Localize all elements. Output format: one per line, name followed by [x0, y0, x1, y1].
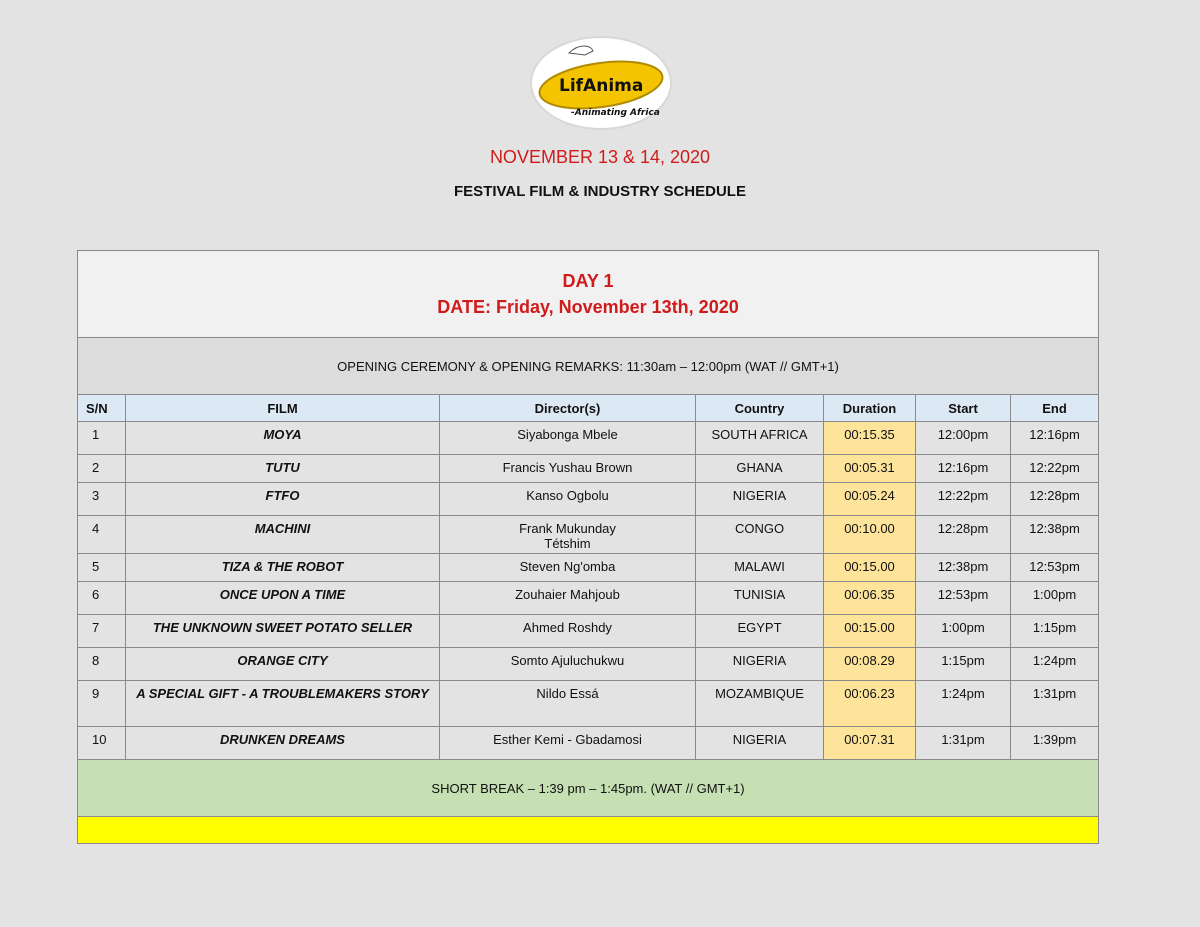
cell-start: 12:38pm: [916, 554, 1011, 582]
cell-sn: 1: [78, 422, 126, 455]
cell-director: Francis Yushau Brown: [440, 455, 696, 483]
cell-end: 1:31pm: [1011, 681, 1099, 727]
table-row: [78, 516, 1099, 554]
table-row: [78, 648, 1099, 681]
cell-director: Siyabonga Mbele: [440, 422, 696, 455]
cell-country: SOUTH AFRICA: [696, 422, 824, 455]
cell-director: [440, 516, 696, 554]
cell-sn: 8: [78, 648, 126, 681]
cell-sn: 7: [78, 615, 126, 648]
cell-start: 12:53pm: [916, 582, 1011, 615]
opening-ceremony-text: OPENING CEREMONY & OPENING REMARKS: 11:30am – 12:00pm (WAT // GMT+1): [337, 358, 839, 374]
cell-start: 1:00pm: [916, 615, 1011, 648]
cell-director: Esther Kemi - Gbadamosi: [440, 727, 696, 760]
cell-start: 12:00pm: [916, 422, 1011, 455]
table-row: [78, 582, 1099, 615]
cell-duration: 00:15.00: [824, 554, 916, 582]
table-row: [78, 455, 1099, 483]
short-break-row: [78, 760, 1099, 817]
day-date: DATE: Friday, November 13th, 2020: [437, 297, 739, 317]
cell-film: TUTU: [126, 455, 440, 483]
cell-end: 1:00pm: [1011, 582, 1099, 615]
cell-duration: 00:05.24: [824, 483, 916, 516]
day-label: DAY 1: [562, 271, 614, 291]
table-row: [78, 422, 1099, 455]
cell-end: 12:16pm: [1011, 422, 1099, 455]
cell-duration: 00:15.35: [824, 422, 916, 455]
cell-start: 12:22pm: [916, 483, 1011, 516]
cell-director: Steven Ng'omba: [440, 554, 696, 582]
cell-start: 1:15pm: [916, 648, 1011, 681]
cell-country: CONGO: [696, 516, 824, 554]
cell-end: 12:28pm: [1011, 483, 1099, 516]
cell-start: 1:31pm: [916, 727, 1011, 760]
table-row: [78, 615, 1099, 648]
column-header-director: Director(s): [440, 395, 696, 422]
cell-duration: 00:10.00: [824, 516, 916, 554]
cell-film: TIZA & THE ROBOT: [126, 554, 440, 582]
table-row: [78, 681, 1099, 727]
cell-duration: 00:06.23: [824, 681, 916, 727]
cell-film: ONCE UPON A TIME: [126, 582, 440, 615]
cell-film: FTFO: [126, 483, 440, 516]
lifanima-logo-graphic: [529, 33, 673, 131]
cell-film: MOYA: [126, 422, 440, 455]
cell-end: 1:39pm: [1011, 727, 1099, 760]
cell-sn: 10: [78, 727, 126, 760]
cell-sn: 9: [78, 681, 126, 727]
cell-director: Zouhaier Mahjoub: [440, 582, 696, 615]
logo-tagline: -Animating Africa: [571, 108, 660, 118]
cell-director: Somto Ajuluchukwu: [440, 648, 696, 681]
column-header-country: Country: [696, 395, 824, 422]
director-line-1: Frank Mukunday: [519, 521, 616, 536]
cell-film: THE UNKNOWN SWEET POTATO SELLER: [126, 615, 440, 648]
table-header-row: [78, 395, 1099, 422]
cell-end: 12:38pm: [1011, 516, 1099, 554]
column-header-end: End: [1011, 395, 1099, 422]
festival-dates: NOVEMBER 13 & 14, 2020: [489, 147, 711, 167]
table-row: [78, 554, 1099, 582]
schedule-table: [77, 250, 1099, 844]
short-break-text: SHORT BREAK – 1:39 pm – 1:45pm. (WAT // GMT+1): [431, 780, 745, 796]
cell-country: EGYPT: [696, 615, 824, 648]
column-header-sn: S/N: [78, 395, 126, 422]
logo-brand-text: LifAnima: [559, 76, 644, 96]
cell-country: NIGERIA: [696, 648, 824, 681]
day-header: [78, 251, 1099, 338]
director-line-2: Tétshim: [544, 536, 591, 551]
cell-country: MOZAMBIQUE: [696, 681, 824, 727]
cell-sn: 3: [78, 483, 126, 516]
cell-country: MALAWI: [696, 554, 824, 582]
cell-film: A SPECIAL GIFT - A TROUBLEMAKERS STORY: [126, 681, 440, 727]
cell-end: 12:53pm: [1011, 554, 1099, 582]
opening-ceremony-row: [78, 338, 1099, 395]
cell-duration: 00:08.29: [824, 648, 916, 681]
cell-film: ORANGE CITY: [126, 648, 440, 681]
cell-director: Kanso Ogbolu: [440, 483, 696, 516]
cell-director: Nildo Essá: [440, 681, 696, 727]
cell-film: DRUNKEN DREAMS: [126, 727, 440, 760]
cell-duration: 00:05.31: [824, 455, 916, 483]
cell-duration: 00:15.00: [824, 615, 916, 648]
cell-end: 1:15pm: [1011, 615, 1099, 648]
cell-country: TUNISIA: [696, 582, 824, 615]
column-header-duration: Duration: [824, 395, 916, 422]
cell-end: 12:22pm: [1011, 455, 1099, 483]
cell-start: 12:16pm: [916, 455, 1011, 483]
cell-film: MACHINI: [126, 516, 440, 554]
cell-country: GHANA: [696, 455, 824, 483]
cell-duration: 00:07.31: [824, 727, 916, 760]
cell-country: NIGERIA: [696, 483, 824, 516]
cell-sn: 2: [78, 455, 126, 483]
table-row: [78, 727, 1099, 760]
cell-start: 1:24pm: [916, 681, 1011, 727]
highlight-empty-row: [78, 817, 1099, 844]
column-header-film: FILM: [126, 395, 440, 422]
cell-start: 12:28pm: [916, 516, 1011, 554]
table-row: [78, 483, 1099, 516]
cell-director: Ahmed Roshdy: [440, 615, 696, 648]
festival-logo: [529, 33, 673, 131]
cell-end: 1:24pm: [1011, 648, 1099, 681]
column-header-start: Start: [916, 395, 1011, 422]
schedule-title: FESTIVAL FILM & INDUSTRY SCHEDULE: [454, 183, 746, 200]
cell-sn: 6: [78, 582, 126, 615]
cell-duration: 00:06.35: [824, 582, 916, 615]
cell-sn: 5: [78, 554, 126, 582]
cell-sn: 4: [78, 516, 126, 554]
cell-country: NIGERIA: [696, 727, 824, 760]
